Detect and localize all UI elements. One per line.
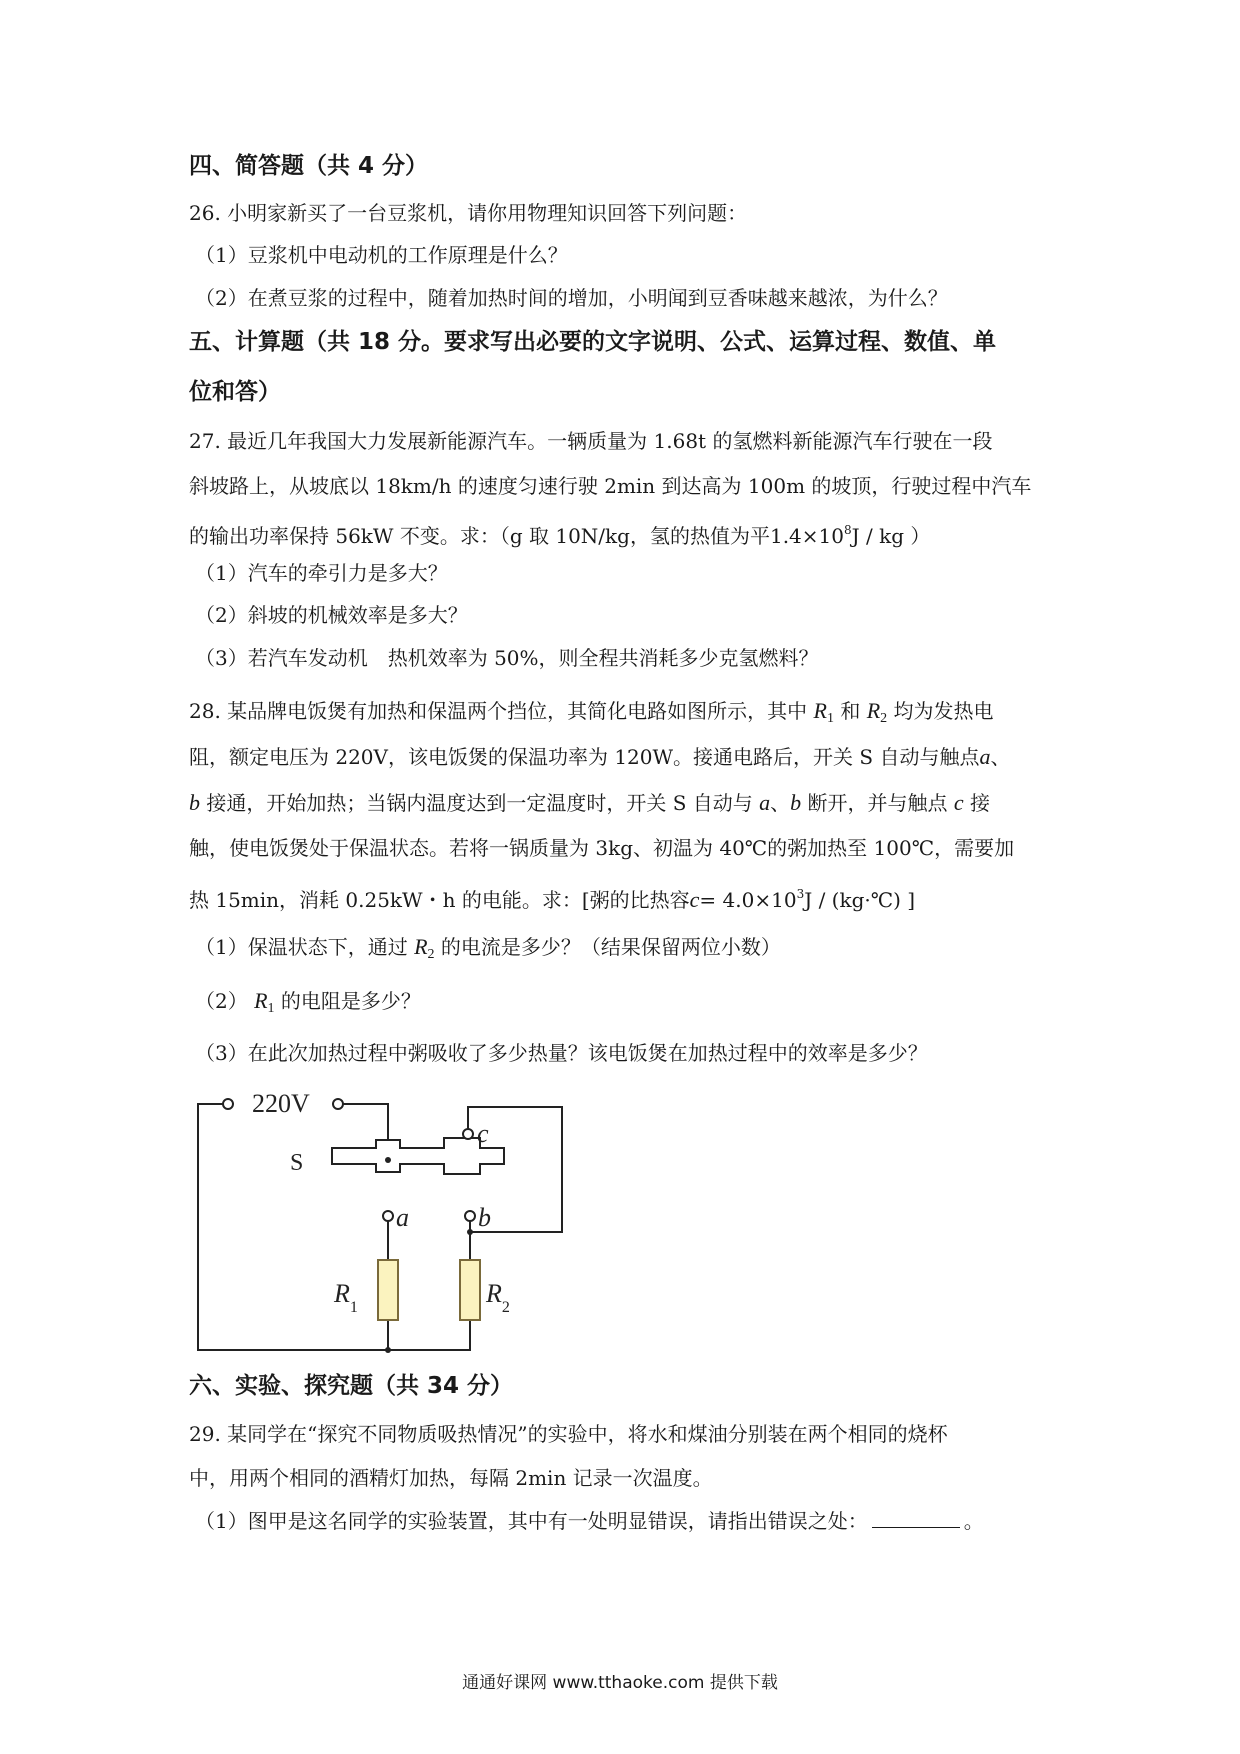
specific-heat-value: = 4.0×10 (699, 888, 797, 912)
symbol-c: c (953, 790, 964, 815)
hydrogen-heat-exponent: 8 (843, 523, 852, 537)
r2-label: $R_2$ (486, 1279, 510, 1316)
switch-label: S (290, 1150, 304, 1176)
q28-line-1-and: 和 (840, 699, 861, 723)
symbol-b-2: b (790, 790, 802, 815)
q28-part-2-end: 的电阻是多少？ (280, 989, 421, 1013)
symbol-a-2: a (759, 790, 771, 815)
contact-b (465, 1211, 475, 1221)
q27-part-3: （3）若汽车发动机 热机效率为 50%，则全程共消耗多少克氢燃料？ (195, 646, 819, 670)
wire-r2-bottom (388, 1320, 470, 1350)
symbol-r1-2: $R_1$ (254, 988, 275, 1016)
q28-line-5 (189, 880, 915, 914)
contact-a-label: a (396, 1203, 409, 1232)
symbol-r2: $R_2$ (866, 698, 888, 726)
q27-line-3 (189, 516, 930, 550)
q28-line-2-end: 、 (990, 745, 1011, 769)
q27-line-1: 27. 最近几年我国大力发展新能源汽车。一辆质量为 1.68t 的氢燃料新能源汽车行驶在一段 (189, 429, 993, 453)
junction-b (467, 1229, 473, 1235)
q26-part-2: （2）在煮豆浆的过程中，随着加热时间的增加，小明闻到豆香味越来越浓，为什么？ (195, 286, 948, 310)
contact-c (463, 1129, 473, 1139)
q28-line-1 (189, 697, 994, 733)
symbol-r2-2: $R_2$ (414, 934, 435, 962)
q28-line-2-text: 阻，额定电压为 220V，该电饭煲的保温功率为 120W。接通电路后，开关 S 自动与触点 (189, 745, 980, 769)
q27-part-2: （2）斜坡的机械效率是多大？ (195, 603, 468, 627)
contact-a (383, 1211, 393, 1221)
q28-part-3: （3）在此次加热过程中粥吸收了多少热量？该电饭煲在加热过程中的效率是多少？ (195, 1041, 928, 1065)
q28-line-3-text: 接通，开始加热；当锅内温度达到一定温度时，开关 S 自动与 (206, 791, 753, 815)
symbol-a: a (979, 744, 991, 769)
q28-line-3 (189, 789, 990, 817)
hydrogen-heat-unit: J / kg ） (851, 524, 931, 548)
contact-c-label: c (477, 1119, 489, 1148)
q29-line-1: 29. 某同学在“探究不同物质吸热情况”的实验中，将水和煤油分别装在两个相同的烧杯 (189, 1422, 948, 1446)
contact-b-label: b (478, 1203, 491, 1232)
q28-part-1 (195, 933, 781, 969)
q27-part-1: （1）汽车的牵引力是多大？ (195, 561, 448, 585)
answer-blank[interactable] (872, 1509, 960, 1528)
q28-part-2 (195, 987, 421, 1023)
q28-part-2-text: （2） (195, 989, 248, 1013)
q28-part-1-text: （1）保温状态下，通过 (195, 935, 408, 959)
symbol-b: b (189, 790, 200, 815)
hydrogen-heat-value: 1.4×10 (769, 524, 844, 548)
q28-part-1-end: 的电流是多少？（结果保留两位小数） (440, 935, 781, 959)
q29-line-2: 中，用两个相同的酒精灯加热，每隔 2min 记录一次温度。 (189, 1466, 713, 1490)
terminal-left (223, 1099, 233, 1109)
q28-line-2 (189, 743, 1010, 771)
q28-line-1-end: 均为发热电 (893, 699, 994, 723)
section-4-heading: 四、简答题（共 4 分） (189, 153, 429, 179)
q26-stem: 26. 小明家新买了一台豆浆机，请你用物理知识回答下列问题： (189, 201, 748, 225)
q28-line-3-text-2: 断开，并与触点 (807, 791, 948, 815)
symbol-r1: $R_1$ (813, 698, 834, 726)
terminal-right (333, 1099, 343, 1109)
symbol-specific-heat: c (689, 887, 700, 912)
switch-pivot (385, 1157, 391, 1163)
page-footer: 通通好课网 www.tthaoke.com 提供下载 (462, 1673, 778, 1693)
q29-part-1 (195, 1507, 984, 1535)
specific-heat-exponent: 3 (796, 887, 805, 901)
resistor-r2 (460, 1260, 480, 1320)
q28-line-3-sep: 、 (770, 791, 791, 815)
q29-part-1-text: （1）图甲是这名同学的实验装置，其中有一处明显错误，请指出错误之处： (195, 1509, 868, 1533)
q28-line-5-text: 热 15min，消耗 0.25kW・h 的电能。求：[粥的比热容 (189, 888, 690, 912)
q27-line-3-text: 的输出功率保持 56kW 不变。求：（g 取 10N/kg，氢的热值为平 (189, 524, 770, 548)
circuit-diagram (180, 1080, 580, 1360)
r1-label: $R_1$ (334, 1279, 358, 1316)
section-5-heading-line-2: 位和答） (189, 379, 281, 405)
section-5-heading-line-1: 五、计算题（共 18 分。要求写出必要的文字说明、公式、运算过程、数值、单 (189, 329, 997, 355)
voltage-label: 220V (252, 1089, 310, 1118)
specific-heat-unit: J / (kg·℃) ] (804, 888, 916, 912)
q28-line-3-end: 接 (969, 791, 990, 815)
resistor-r1 (378, 1260, 398, 1320)
q29-part-1-end: 。 (963, 1509, 984, 1533)
q28-line-1-text: 28. 某品牌电饭煲有加热和保温两个挡位，其简化电路如图所示，其中 (189, 699, 808, 723)
q28-line-4: 触，使电饭煲处于保温状态。若将一锅质量为 3kg、初温为 40℃的粥加热至 100℃，需要加 (189, 836, 1015, 860)
q26-part-1: （1）豆浆机中电动机的工作原理是什么？ (195, 243, 568, 267)
junction-bottom (385, 1347, 391, 1353)
section-6-heading: 六、实验、探究题（共 34 分） (189, 1373, 514, 1399)
q27-line-2: 斜坡路上，从坡底以 18km/h 的速度匀速行驶 2min 到达高为 100m 的坡顶，行驶过程中汽车 (189, 474, 1032, 498)
